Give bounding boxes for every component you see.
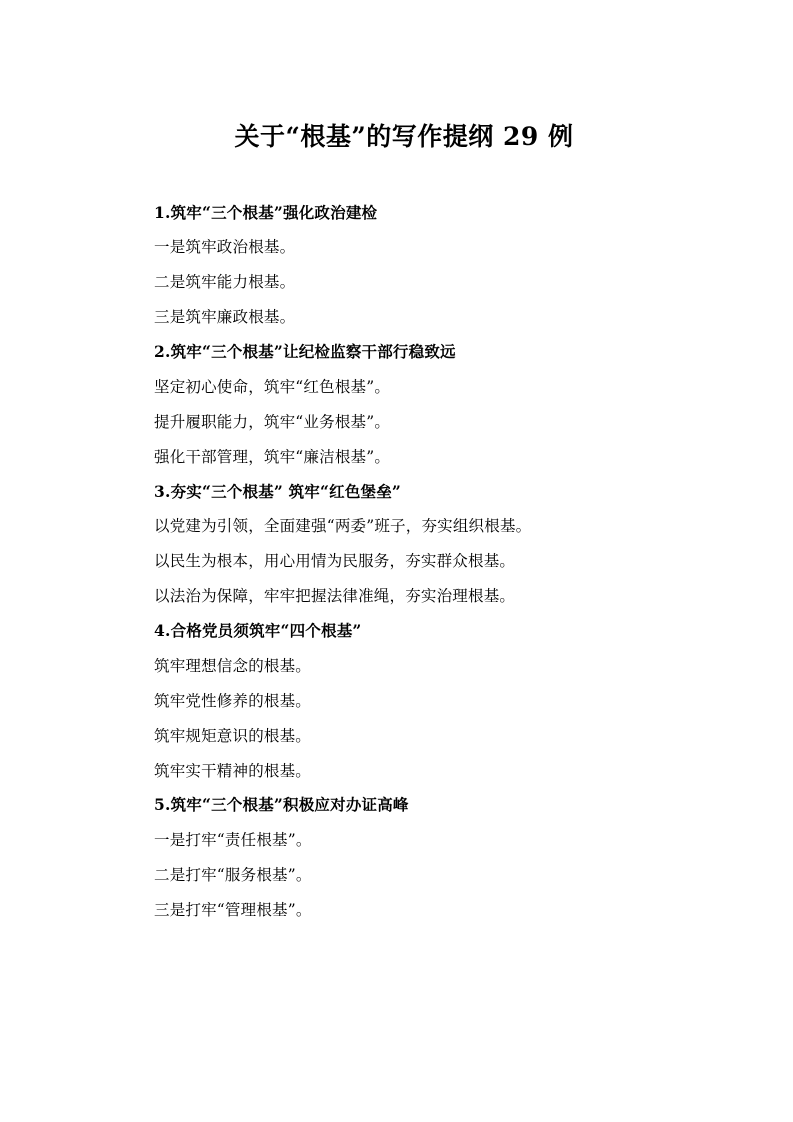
- document-body: [154, 118, 654, 928]
- section-line: 一是打牢“责任根基”。: [154, 831, 312, 850]
- section-line: 以民生为根本，用心用情为民服务，夯实群众根基。: [154, 552, 516, 571]
- section-line: 提升履职能力，筑牢“业务根基”。: [154, 412, 391, 431]
- section-line: 一是筑牢政治根基。: [154, 238, 296, 257]
- section-line: 筑牢理想信念的根基。: [154, 656, 312, 675]
- section-heading: 2.筑牢“三个根基”让纪检监察干部行稳致远: [154, 342, 456, 361]
- section-heading: 1.筑牢“三个根基”强化政治建检: [154, 202, 378, 222]
- section-line: 以法治为保障，牢牢把握法律准绳，夯实治理根基。: [154, 587, 516, 606]
- section-line: 三是筑牢廉政根基。: [154, 308, 296, 327]
- section-line: 筑牢规矩意识的根基。: [154, 726, 312, 745]
- section-heading: 3.夯实“三个根基” 筑牢“红色堡垒”: [154, 481, 402, 501]
- section-3: [154, 475, 654, 615]
- section-4: [154, 614, 654, 788]
- section-5: [154, 788, 654, 928]
- title-spacer: [154, 156, 654, 196]
- section-line: 三是打牢“管理根基”。: [154, 901, 312, 919]
- section-line: 强化干部管理，筑牢“廉洁根基”。: [154, 447, 391, 466]
- section-heading: 5.筑牢“三个根基”积极应对办证高峰: [154, 795, 409, 815]
- section-2: [154, 335, 654, 475]
- section-1: [154, 196, 654, 336]
- section-line: 筑牢实干精神的根基。: [154, 761, 312, 780]
- section-line: 二是筑牢能力根基。: [154, 273, 296, 292]
- page-title: 关于“根基”的写作提纲 29 例: [234, 122, 574, 151]
- section-line: 坚定初心使命，筑牢“红色根基”。: [154, 377, 391, 396]
- section-line: 筑牢党性修养的根基。: [154, 691, 312, 710]
- section-line: 二是打牢“服务根基”。: [154, 866, 312, 885]
- section-line: 以党建为引领，全面建强“两委”班子，夯实组织根基。: [154, 517, 532, 536]
- section-heading: 4.合格党员须筑牢“四个根基”: [154, 621, 362, 640]
